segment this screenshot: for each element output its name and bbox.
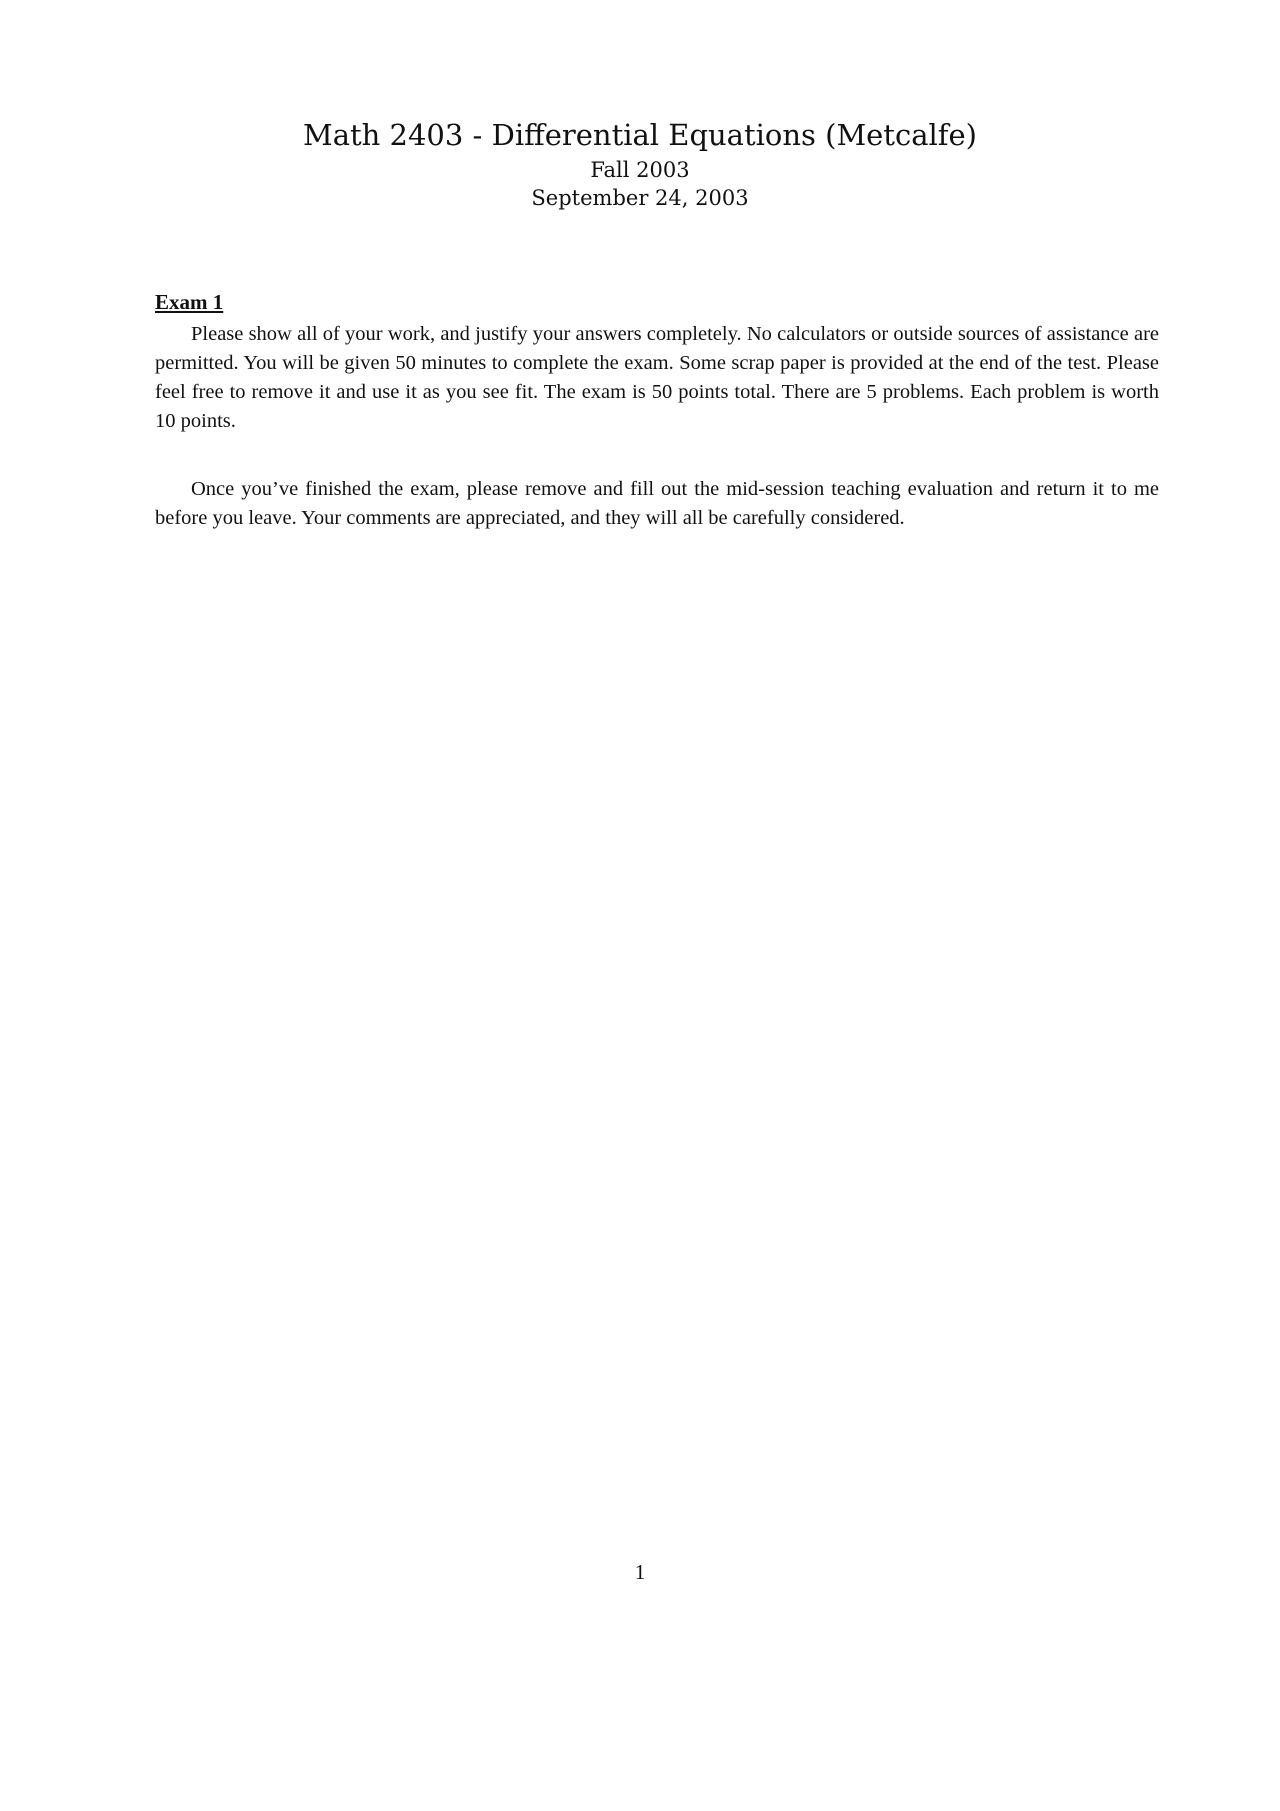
page-number: 1 <box>634 1560 646 1584</box>
exam-date: September 24, 2003 <box>531 186 749 210</box>
term: Fall 2003 <box>590 158 690 182</box>
instructions-paragraph: Please show all of your work, and justify your answers completely. No calculators or outside sources of assistance are permitted. You will be given 50 minutes to complete the exam. Some scrap paper is provided at the end of the test. Please feel free to remove it and use it as you see fit. The exam is 50 points total. There are 5 problems. Each problem is worth 10 points. <box>155 323 1159 432</box>
section-heading: Exam 1 <box>155 290 224 314</box>
evaluation-paragraph: Once you’ve finished the exam, please remove and fill out the mid-session teaching evaluation and return it to me before you leave. Your comments are appreciated, and they will all be carefully considered. <box>155 478 1159 529</box>
document-title: Math 2403 - Differential Equations (Metcalfe) <box>303 118 977 152</box>
